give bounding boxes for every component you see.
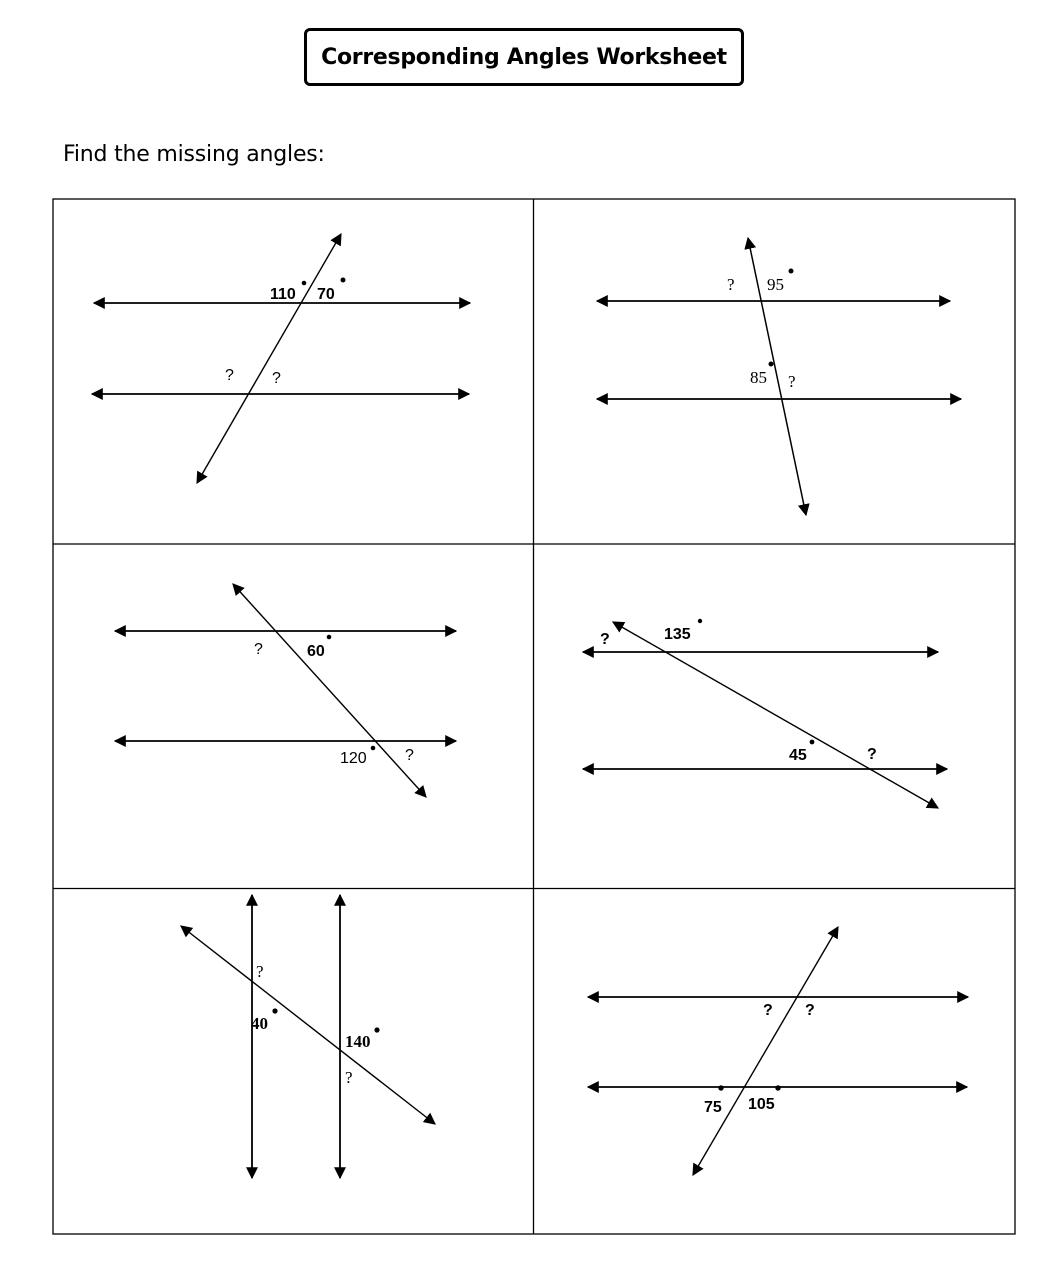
angle-label: 140	[345, 1032, 371, 1051]
degree-markers	[272, 269, 814, 1091]
angle-label: 70	[317, 286, 335, 303]
transversal	[693, 927, 838, 1175]
missing-angle-label: ?	[763, 1002, 773, 1019]
worksheet-title-text: Corresponding Angles Worksheet	[321, 44, 727, 70]
missing-angle-label: ?	[805, 1002, 815, 1019]
angle-label: 105	[748, 1096, 775, 1113]
problem-3-figure	[115, 584, 456, 797]
missing-angle-label: ?	[405, 747, 414, 764]
grid-lines	[53, 199, 1015, 1234]
missing-angle-label: ?	[345, 1068, 353, 1087]
angle-label: 135	[664, 626, 691, 643]
angle-label: 95	[767, 275, 784, 294]
problem-6-figure	[588, 927, 968, 1175]
problem-4-figure	[583, 622, 947, 808]
missing-angle-label: ?	[600, 631, 610, 648]
angle-label: 75	[704, 1099, 722, 1116]
missing-angle-label: ?	[727, 275, 735, 294]
angle-label: 45	[789, 747, 807, 764]
problem-1-figure	[92, 234, 470, 483]
instructions: Find the missing angles:	[63, 142, 325, 167]
missing-angle-label: ?	[256, 962, 264, 981]
problem-5-figure	[181, 895, 435, 1178]
transversal	[233, 584, 426, 797]
missing-angle-label: ?	[867, 746, 877, 763]
angle-label: 120	[340, 750, 367, 767]
angle-label: 110	[270, 286, 296, 303]
transversal	[613, 622, 938, 808]
angle-label: 85	[750, 368, 767, 387]
missing-angle-label: ?	[254, 641, 263, 658]
transversal	[181, 926, 435, 1124]
missing-angle-label: ?	[788, 372, 796, 391]
missing-angle-label: ?	[272, 370, 281, 387]
angle-label: 40	[251, 1014, 268, 1033]
missing-angle-label: ?	[225, 367, 234, 384]
angle-label: 60	[307, 643, 325, 660]
transversal	[197, 234, 341, 483]
